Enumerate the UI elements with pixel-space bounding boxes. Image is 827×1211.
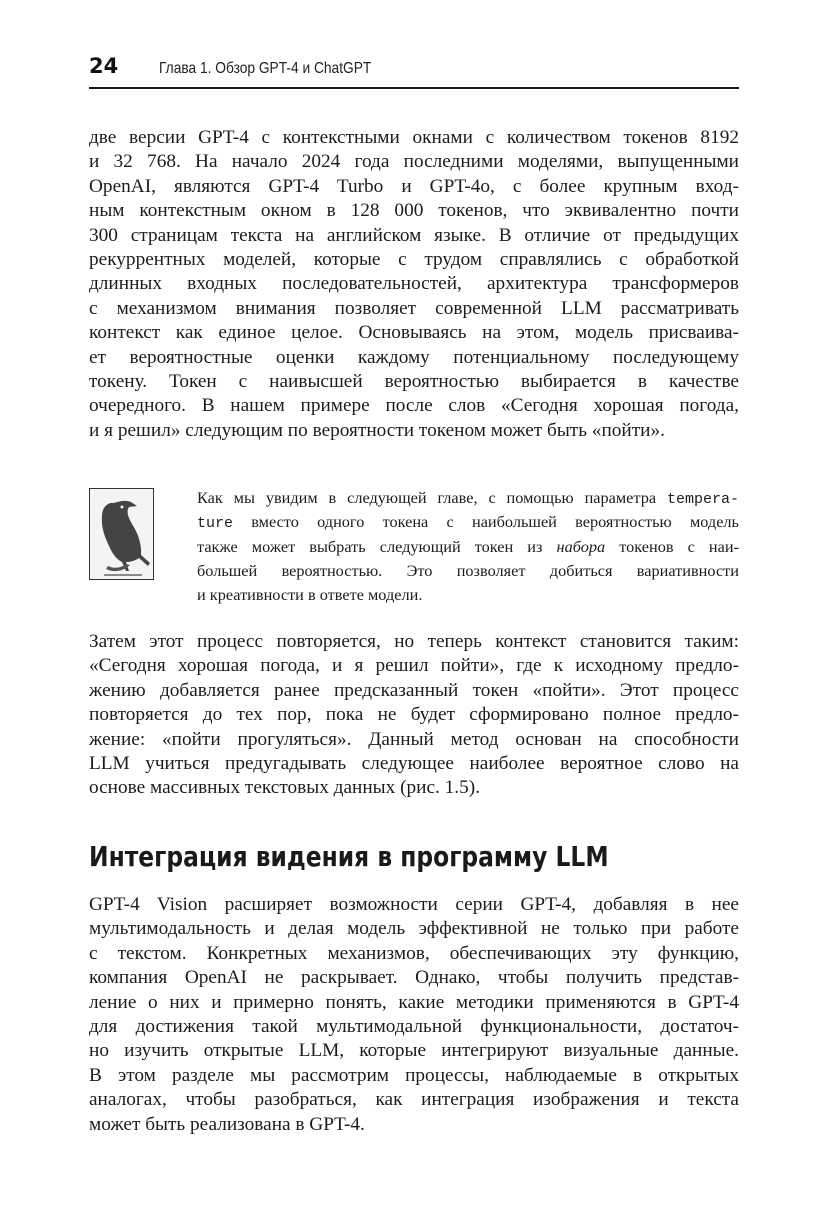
paragraph-3 bbox=[89, 893, 739, 1137]
text-line: но изучить открытые LLM, которые интегрируют визуальные данные. bbox=[89, 1040, 739, 1062]
text-line: жению добавляется ранее предсказанный токен «пойти». Этот процесс bbox=[89, 679, 739, 701]
note-text-segment: вместо одного токена с наибольшей вероятностью модель bbox=[233, 512, 739, 532]
text-line: жение: «пойти прогуляться». Данный метод основан на способности bbox=[89, 728, 739, 750]
text-line: основе массивных текстовых данных (рис. 1.5). bbox=[89, 777, 481, 799]
text-line: может быть реализована в GPT-4. bbox=[89, 1113, 365, 1135]
text-line: токену. Токен с наивысшей вероятностью выбирается в качестве bbox=[89, 370, 739, 392]
note-text-segment: Как мы увидим в следующей главе, с помощью параметра bbox=[197, 488, 667, 507]
note-text bbox=[197, 486, 739, 607]
text-line: очередного. В нашем примере после слов «Сегодня хорошая погода, bbox=[89, 395, 739, 417]
crow-icon bbox=[89, 488, 154, 580]
text-line: Затем этот процесс повторяется, но теперь контекст становится таким: bbox=[89, 631, 739, 652]
text-line: ление о них и примерно понять, какие методики применяются в GPT-4 bbox=[89, 991, 739, 1013]
text-line: две версии GPT-4 с контекстными окнами с количеством токенов 8192 bbox=[89, 127, 739, 148]
text-line: OpenAI, являются GPT-4 Turbo и GPT-4o, с более крупным вход- bbox=[89, 175, 739, 197]
note-text-segment: токенов с наи- bbox=[605, 536, 739, 556]
text-line: LLM учиться предугадывать следующее наиболее вероятное слово на bbox=[89, 752, 739, 774]
text-line: «Сегодня хорошая погода, и я решил пойти», где к исходному предло- bbox=[89, 655, 739, 677]
text-line: GPT-4 Vision расширяет возможности серии GPT-4, добавляя в нее bbox=[89, 894, 739, 915]
emphasis: набора bbox=[556, 536, 606, 556]
text-line: аналогах, чтобы разобраться, как интеграция изображения и текста bbox=[89, 1089, 739, 1111]
text-line: 300 страницам текста на английском языке. В отличие от предыдущих bbox=[89, 224, 739, 246]
section-heading: Интеграция видения в программу LLM bbox=[89, 840, 609, 873]
running-head: Глава 1. Обзор GPT-4 и ChatGPT bbox=[159, 60, 372, 77]
text-line: повторяется до тех пор, пока не будет сформировано полное предло- bbox=[89, 704, 739, 726]
note-line bbox=[197, 486, 739, 510]
note-line bbox=[197, 535, 739, 559]
text-line: ет вероятностные оценки каждому потенциальному последующему bbox=[89, 346, 739, 368]
page-number: 24 bbox=[89, 54, 119, 78]
note-line bbox=[197, 510, 739, 534]
text-line: В этом разделе мы рассмотрим процессы, наблюдаемые в открытых bbox=[89, 1064, 739, 1086]
paragraph-1 bbox=[89, 126, 739, 443]
text-line: длинных входных последовательностей, архитектура трансформеров bbox=[89, 273, 739, 295]
text-line: рекуррентных моделей, которые с трудом справлялись с обработкой bbox=[89, 248, 739, 270]
note-text-segment: также может выбрать следующий токен из bbox=[197, 536, 557, 556]
text-line: и я решил» следующим по вероятности токеном может быть «пойти». bbox=[89, 419, 665, 441]
text-line: с текстом. Конкретных механизмов, обеспечивающих эту функцию, bbox=[89, 942, 739, 964]
code-parameter: tempera- bbox=[666, 491, 739, 508]
code-parameter: ture bbox=[197, 515, 234, 533]
text-line: и 32 768. На начало 2024 года последними моделями, выпущенными bbox=[89, 151, 739, 173]
page-header bbox=[89, 52, 739, 89]
text-line: компания OpenAI не раскрывает. Однако, чтобы получить представ- bbox=[89, 967, 739, 989]
text-line: ным контекстным окном в 128 000 токенов, что эквивалентно почти bbox=[89, 200, 739, 222]
text-line: контекст как единое целое. Основываясь на этом, модель присваива- bbox=[89, 322, 739, 344]
paragraph-2 bbox=[89, 630, 739, 801]
text-line: с механизмом внимания позволяет современной LLM рассматривать bbox=[89, 297, 739, 319]
note-line: большей вероятностью. Это позволяет добиться вариативности bbox=[197, 560, 739, 580]
note-line: и креативности в ответе модели. bbox=[197, 585, 423, 605]
text-line: для достижения такой мультимодальной функциональности, достаточ- bbox=[89, 1015, 739, 1037]
text-line: мультимодальность и делая модель эффективной не только при работе bbox=[89, 918, 739, 940]
